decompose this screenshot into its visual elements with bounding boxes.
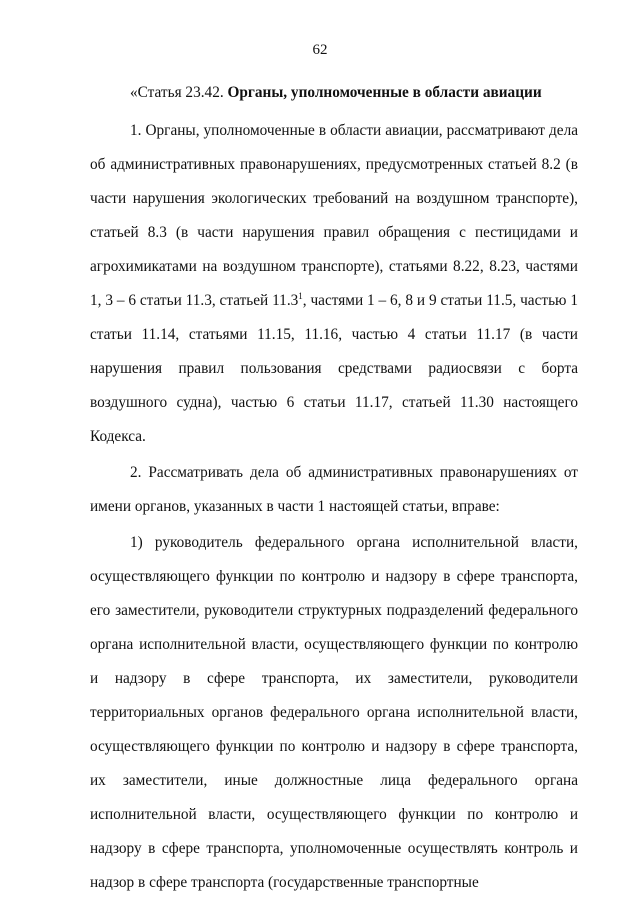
paragraph-1 bbox=[90, 114, 578, 454]
article-heading bbox=[90, 76, 578, 110]
paragraph-1-text-b: , частями 1 – 6, 8 и 9 статьи 11.5, частью 1 статьи 11.14, статьями 11.15, 11.16, частью 4 статьи 11.17 (в части нарушения правил пользования средствами радиосвязи с борта воздушного судна), частью 6 статьи 11.17, статьей 11.30 настоящего Кодекса. bbox=[90, 292, 578, 445]
page-number: 62 bbox=[312, 42, 328, 58]
paragraph-3: 1) руководитель федерального органа исполнительной власти, осуществляющего функции по контролю и надзору в сфере транспорта, его заместители, руководители структурных подразделений федерального органа исполнительной власти, осуществляющего функции по контролю и надзору в сфере транспорта, их заместители, руководители территориальных органов федерального органа исполнительной власти, осуществляющего функции по контролю и надзору в сфере транспорта, их заместители, иные должностные лица федерального органа исполнительной власти, осуществляющего функции по контролю и надзору в сфере транспорта, уполномоченные осуществлять контроль и надзор в сфере транспорта (государственные транспортные bbox=[90, 534, 578, 891]
article-number: «Статья 23.42. bbox=[130, 84, 228, 101]
paragraph-2: 2. Рассматривать дела об административных правонарушениях от имени органов, указанных в части 1 настоящей статьи, вправе: bbox=[90, 464, 578, 515]
superscript-index: 1 bbox=[298, 290, 303, 301]
article-title: Органы, уполномоченные в области авиации bbox=[227, 84, 542, 101]
document-body bbox=[90, 76, 578, 900]
paragraph-1-text-a: 1. Органы, уполномоченные в области авиации, рассматривают дела об административных правонарушениях, предусмотренных статьей 8.2 (в части нарушения экологических требований на воздушном транспорте), статьей 8.3 (в части нарушения правил обращения с пестицидами и агрохимикатами на воздушном транспорте), статьями 8.22, 8.23, частями 1, 3 – 6 статьи 11.3, статьей 11.3 bbox=[90, 122, 578, 309]
